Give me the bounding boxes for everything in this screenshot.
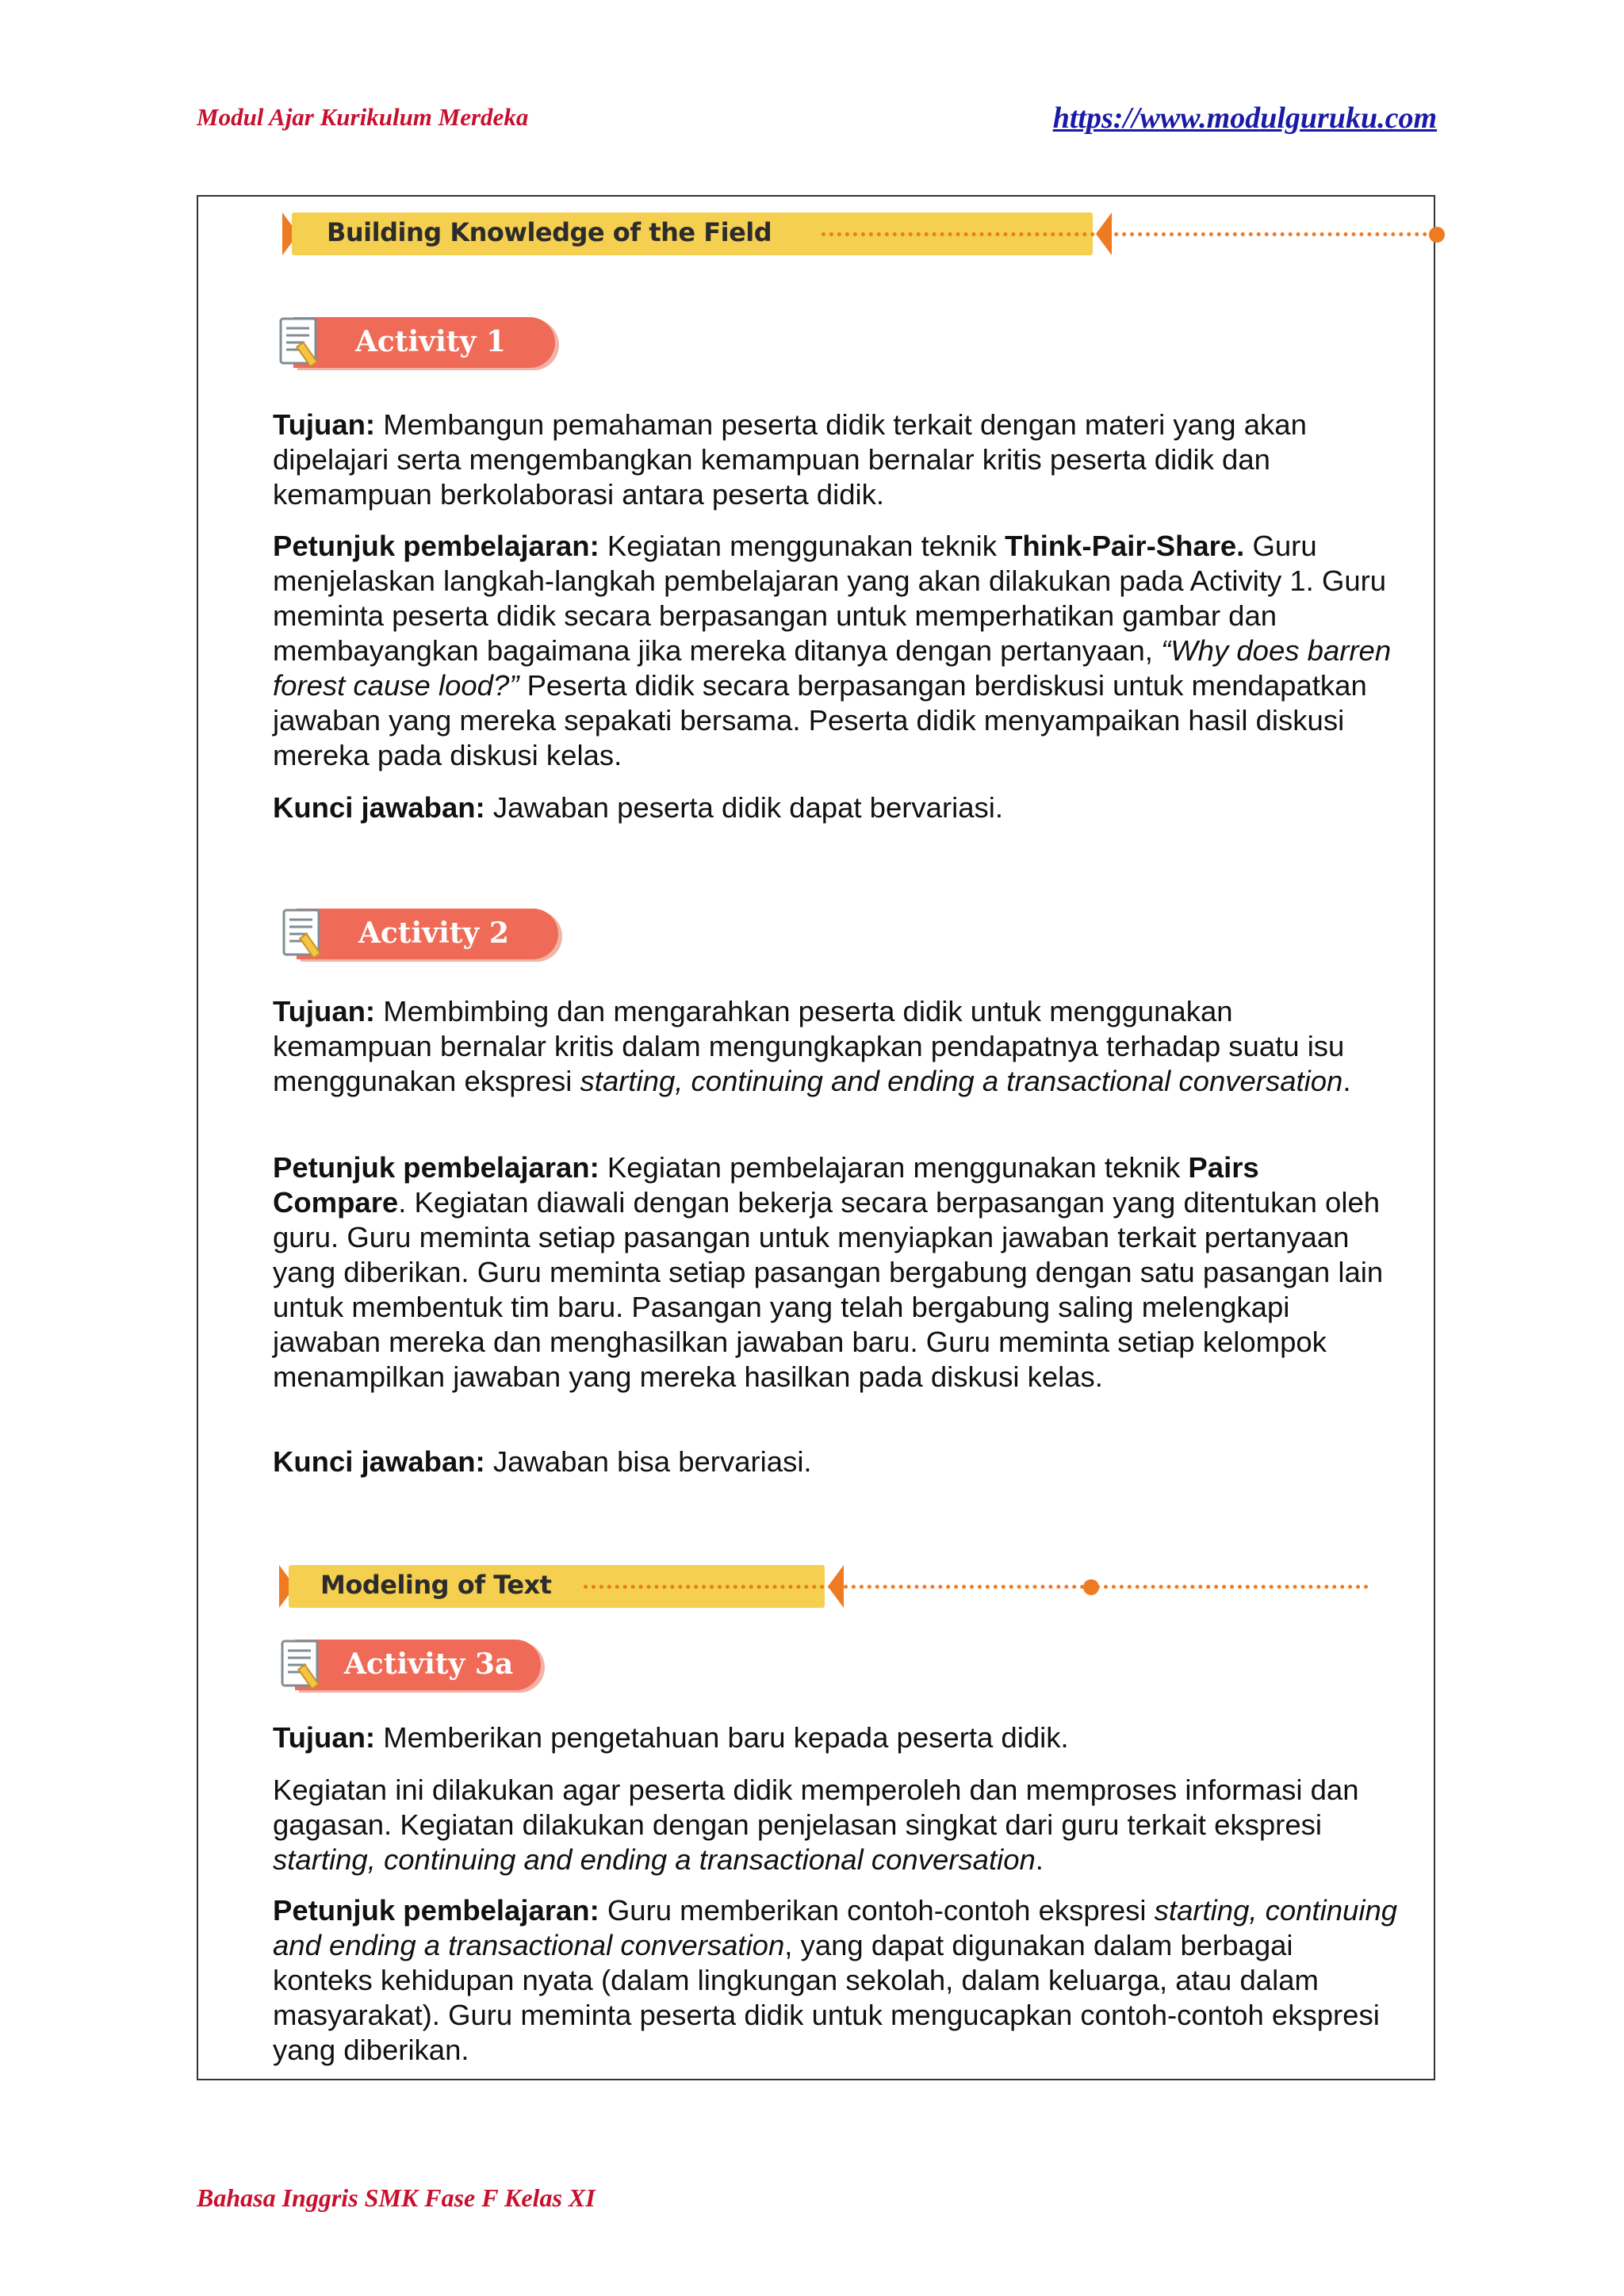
a2-kunci-paragraph bbox=[273, 1445, 1399, 1479]
document-pencil-icon bbox=[279, 1636, 328, 1693]
a2-tujuan-label: Tujuan: bbox=[273, 995, 376, 1027]
a3a-petunjuk-text: Guru memberikan contoh-contoh ekspresi bbox=[599, 1894, 1155, 1927]
a1-tujuan-text: Membangun pemahaman peserta didik terkait dengan materi yang akan dipelajari serta mengembangkan kemampuan bernalar kritis peserta didik dan kemampuan berkolaborasi antara peserta didik. bbox=[273, 408, 1307, 511]
section-title: Modeling of Text bbox=[320, 1570, 552, 1600]
document-pencil-icon bbox=[281, 905, 330, 962]
a3a-petunjuk-label: Petunjuk pembelajaran: bbox=[273, 1894, 599, 1927]
section-banner-bkof bbox=[282, 206, 1170, 262]
a1-petunjuk-text: Guru menjelaskan langkah-langkah pembelajaran yang akan dilakukan pada Activity 1. Guru meminta peserta didik secara berpasangan untuk memperhatikan gambar dan membayangkan bagaimana jika mereka ditanya dengan pertanyaan, bbox=[273, 530, 1387, 667]
a1-petunjuk-label: Petunjuk pembelajaran: bbox=[273, 530, 599, 562]
a3a-tujuan-paragraph bbox=[273, 1720, 1399, 1755]
header-module-title: Modul Ajar Kurikulum Merdeka bbox=[197, 103, 529, 131]
a2-petunjuk-label: Petunjuk pembelajaran: bbox=[273, 1151, 599, 1184]
a2-technique-name: Pairs Compare bbox=[273, 1151, 1259, 1219]
a3a-tujuan-label: Tujuan: bbox=[273, 1721, 376, 1754]
footer-course-title: Bahasa Inggris SMK Fase F Kelas XI bbox=[197, 2183, 596, 2212]
activity-2-badge bbox=[281, 905, 574, 962]
a3a-tujuan-text: Memberikan pengetahuan baru kepada peserta didik. bbox=[375, 1721, 1069, 1754]
badge-label: Activity 1 bbox=[355, 325, 506, 358]
a2-expression-phrase: starting, continuing and ending a transactional conversation bbox=[580, 1065, 1343, 1097]
a1-kunci-paragraph bbox=[273, 790, 1399, 825]
a3a-expression-phrase: starting, continuing and ending a transactional conversation bbox=[273, 1843, 1036, 1876]
activity-1-badge bbox=[278, 314, 571, 371]
a2-kunci-text: Jawaban bisa bervariasi. bbox=[485, 1445, 812, 1478]
a2-kunci-label: Kunci jawaban: bbox=[273, 1445, 485, 1478]
a2-petunjuk-text: . Kegiatan diawali dengan bekerja secara berpasangan yang ditentukan oleh guru. Guru meminta setiap pasangan untuk menyiapkan jawaban terkait pertanyaan yang diberikan. Guru meminta setiap pasangan bergabung dengan satu pasangan lain untuk membentuk tim baru. Pasangan yang telah bergabung saling melengkapi jawaban mereka dan menghasilkan jawaban baru. Guru meminta setiap kelompok menampilkan jawaban yang mereka hasilkan pada diskusi kelas. bbox=[273, 1186, 1384, 1393]
a2-petunjuk-paragraph bbox=[273, 1150, 1399, 1395]
activity-3a-badge bbox=[279, 1636, 557, 1693]
a1-petunjuk-text: Kegiatan menggunakan teknik bbox=[599, 530, 1005, 562]
a1-kunci-label: Kunci jawaban: bbox=[273, 791, 485, 824]
document-pencil-icon bbox=[278, 314, 327, 371]
a2-tujuan-paragraph bbox=[273, 994, 1399, 1099]
a3a-petunjuk-paragraph bbox=[273, 1893, 1399, 2068]
a1-tujuan-label: Tujuan: bbox=[273, 408, 376, 441]
header-website-link[interactable]: https://www.modulguruku.com bbox=[1052, 101, 1437, 135]
chevron-left-icon bbox=[1096, 212, 1112, 255]
a3a-kegiatan-text: Kegiatan ini dilakukan agar peserta didik memperoleh dan memproses informasi dan gagasan. Kegiatan dilakukan dengan penjelasan singkat dari guru terkait ekspresi bbox=[273, 1774, 1359, 1841]
a2-tujuan-text: Membimbing dan mengarahkan peserta didik untuk menggunakan kemampuan bernalar kritis dalam mengungkapkan pendapatnya terhadap suatu isu menggunakan ekspresi bbox=[273, 995, 1345, 1097]
section-title: Building Knowledge of the Field bbox=[327, 217, 772, 247]
chevron-left-icon bbox=[828, 1565, 844, 1608]
a1-petunjuk-paragraph bbox=[273, 529, 1399, 773]
a3a-expression-phrase: starting, continuing and ending a transactional conversation bbox=[273, 1894, 1398, 1961]
a3a-petunjuk-text: , yang dapat digunakan dalam berbagai konteks kehidupan nyata (dalam lingkungan sekolah, dalam keluarga, atau dalam masyarakat). Guru meminta peserta didik untuk mengucapkan contoh-contoh ekspresi yang diberikan. bbox=[273, 1929, 1380, 2066]
a1-question-quote: “Why does barren forest cause lood?” bbox=[273, 634, 1392, 702]
a1-tujuan-paragraph bbox=[273, 408, 1399, 512]
a3a-kegiatan-paragraph bbox=[273, 1773, 1399, 1877]
a2-tujuan-text: . bbox=[1342, 1065, 1351, 1097]
a2-petunjuk-text: Kegiatan pembelajaran menggunakan teknik bbox=[599, 1151, 1189, 1184]
a1-technique-name: Think-Pair-Share. bbox=[1005, 530, 1245, 562]
a3a-kegiatan-text: . bbox=[1035, 1843, 1044, 1876]
a1-kunci-text: Jawaban peserta didik dapat bervariasi. bbox=[485, 791, 1004, 824]
badge-label: Activity 2 bbox=[358, 916, 509, 950]
section-banner-mot bbox=[279, 1559, 1112, 1614]
a1-petunjuk-text: Peserta didik secara berpasangan berdiskusi untuk mendapatkan jawaban yang mereka sepakati bersama. Peserta didik menyampaikan hasil diskusi mereka pada diskusi kelas. bbox=[273, 669, 1367, 771]
badge-label: Activity 3a bbox=[344, 1647, 514, 1681]
